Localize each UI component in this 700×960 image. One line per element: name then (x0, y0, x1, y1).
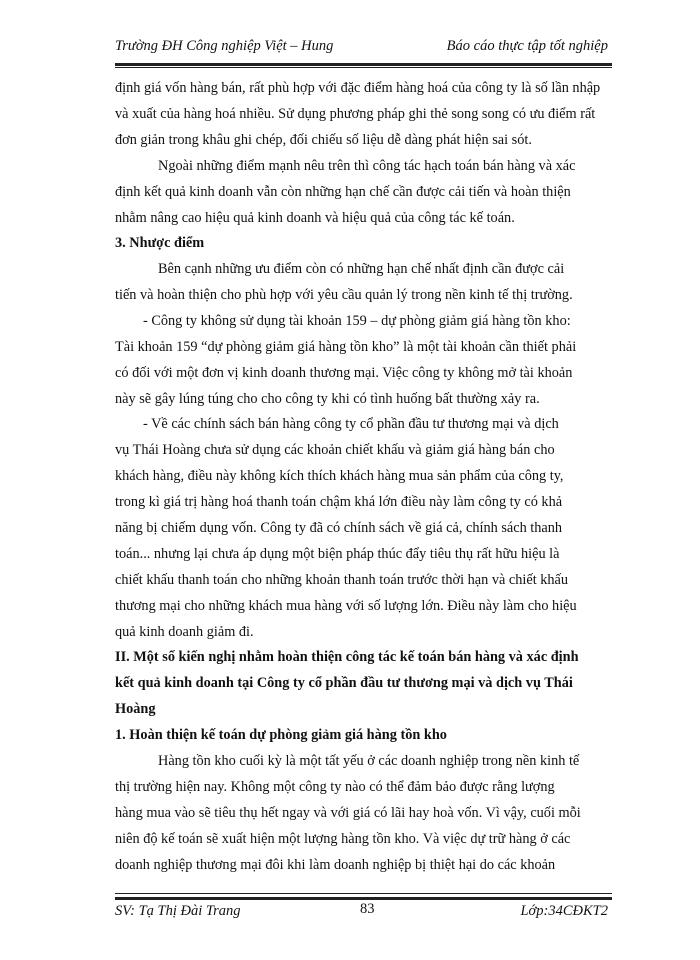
body-line: chiết khấu thanh toán cho những khoản thanh toán trước thời hạn và chiết khấu (115, 572, 569, 588)
body-line: khách hàng, điều này không kích thích khách hàng mua sản phẩm của công ty, (115, 468, 564, 484)
footer-class: Lớp:34CĐKT2 (520, 903, 608, 919)
header-rule-thick (115, 63, 612, 66)
body-line: quả kinh doanh giảm đi. (115, 624, 254, 640)
bullet-line: - Về các chính sách bán hàng công ty cổ phần đầu tư thương mại và dịch (143, 416, 559, 432)
subsection-heading: 1. Hoàn thiện kế toán dự phòng giảm giá hàng tồn kho (115, 727, 447, 743)
body-line: Bên cạnh những ưu điểm còn có những hạn chế nhất định cần được cải (158, 261, 565, 277)
body-line: và xuất của hàng hoá nhiều. Sử dụng phương pháp ghi thẻ song song có ưu điểm rất (115, 106, 596, 122)
body-line: có đối với một đơn vị kinh doanh thương mại. Việc công ty không mở tài khoản (115, 365, 573, 381)
section-heading: kết quả kinh doanh tại Công ty cổ phần đầu tư thương mại và dịch vụ Thái (115, 675, 573, 691)
body-line: đơn giản trong khâu ghi chép, đối chiếu số liệu dễ dàng phát hiện sai sót. (115, 132, 532, 148)
bullet-line: - Công ty không sử dụng tài khoản 159 – dự phòng giảm giá hàng tồn kho: (143, 313, 571, 329)
body-line: vụ Thái Hoàng chưa sử dụng các khoản chiết khấu và giảm giá hàng bán cho (115, 442, 555, 458)
body-line: năng bị chiếm dụng vốn. Công ty đã có chính sách về giá cả, chính sách thanh (115, 520, 563, 536)
body-line: doanh nghiệp thương mại đôi khi làm doanh nghiệp bị thiệt hại do các khoản (115, 857, 556, 873)
section-heading: 3. Nhược điểm (115, 235, 205, 251)
body-line: định giá vốn hàng bán, rất phù hợp với đặc điểm hàng hoá của công ty là số lần nhập (115, 80, 601, 96)
body-line: thương mại cho những khách mua hàng với số lượng lớn. Điều này làm cho hiệu (115, 598, 577, 614)
header-rule-thin (115, 67, 612, 68)
body-line: này sẽ gây lúng túng cho cho công ty khi có tình huống bất thường xảy ra. (115, 391, 540, 407)
body-line: Tài khoản 159 “dự phòng giảm giá hàng tồn kho” là một tài khoản cần thiết phải (115, 339, 577, 355)
page-header (115, 38, 608, 62)
body-line: Ngoài những điểm mạnh nêu trên thì công tác hạch toán bán hàng và xác (158, 158, 576, 174)
footer-rule-thin (115, 893, 612, 894)
footer-student: SV: Tạ Thị Đài Trang (115, 903, 241, 919)
body-line: định kết quả kinh doanh vẫn còn những hạn chế cần được cải tiến và hoàn thiện (115, 184, 571, 200)
body-line: nhằm nâng cao hiệu quả kinh doanh và hiệu quả của công tác kế toán. (115, 210, 515, 226)
section-heading: II. Một số kiến nghị nhằm hoàn thiện công tác kế toán bán hàng và xác định (115, 649, 579, 665)
body-line: hàng mua vào sẽ tiêu thụ hết ngay và với giá có lãi hay hoà vốn. Vì vậy, cuối mỗi (115, 805, 581, 821)
section-heading: Hoàng (115, 701, 156, 717)
body-line: Hàng tồn kho cuối kỳ là một tất yếu ở các doanh nghiệp trong nền kinh tế (158, 753, 580, 769)
body-line: niên độ kế toán sẽ xuất hiện một lượng hàng tồn kho. Và việc dự trữ hàng ở các (115, 831, 571, 847)
body-line: trong kì giá trị hàng hoá thanh toán chậm khá lớn điều này làm công ty có khả (115, 494, 563, 510)
body-line: toán... nhưng lại chưa áp dụng một biện pháp thúc đẩy tiêu thụ rất hữu hiệu là (115, 546, 560, 562)
footer-rule-thick (115, 897, 612, 900)
page-number: 83 (360, 901, 375, 917)
body-line: tiến và hoàn thiện cho phù hợp với yêu cầu quản lý trong nền kinh tế thị trường. (115, 287, 573, 303)
header-school: Trường ĐH Công nghiệp Việt – Hung (115, 38, 334, 54)
header-report-title: Báo cáo thực tập tốt nghiệp (446, 38, 608, 54)
page-footer (115, 903, 608, 925)
body-line: thị trường hiện nay. Không một công ty nào có thể đảm bảo được rằng lượng (115, 779, 555, 795)
